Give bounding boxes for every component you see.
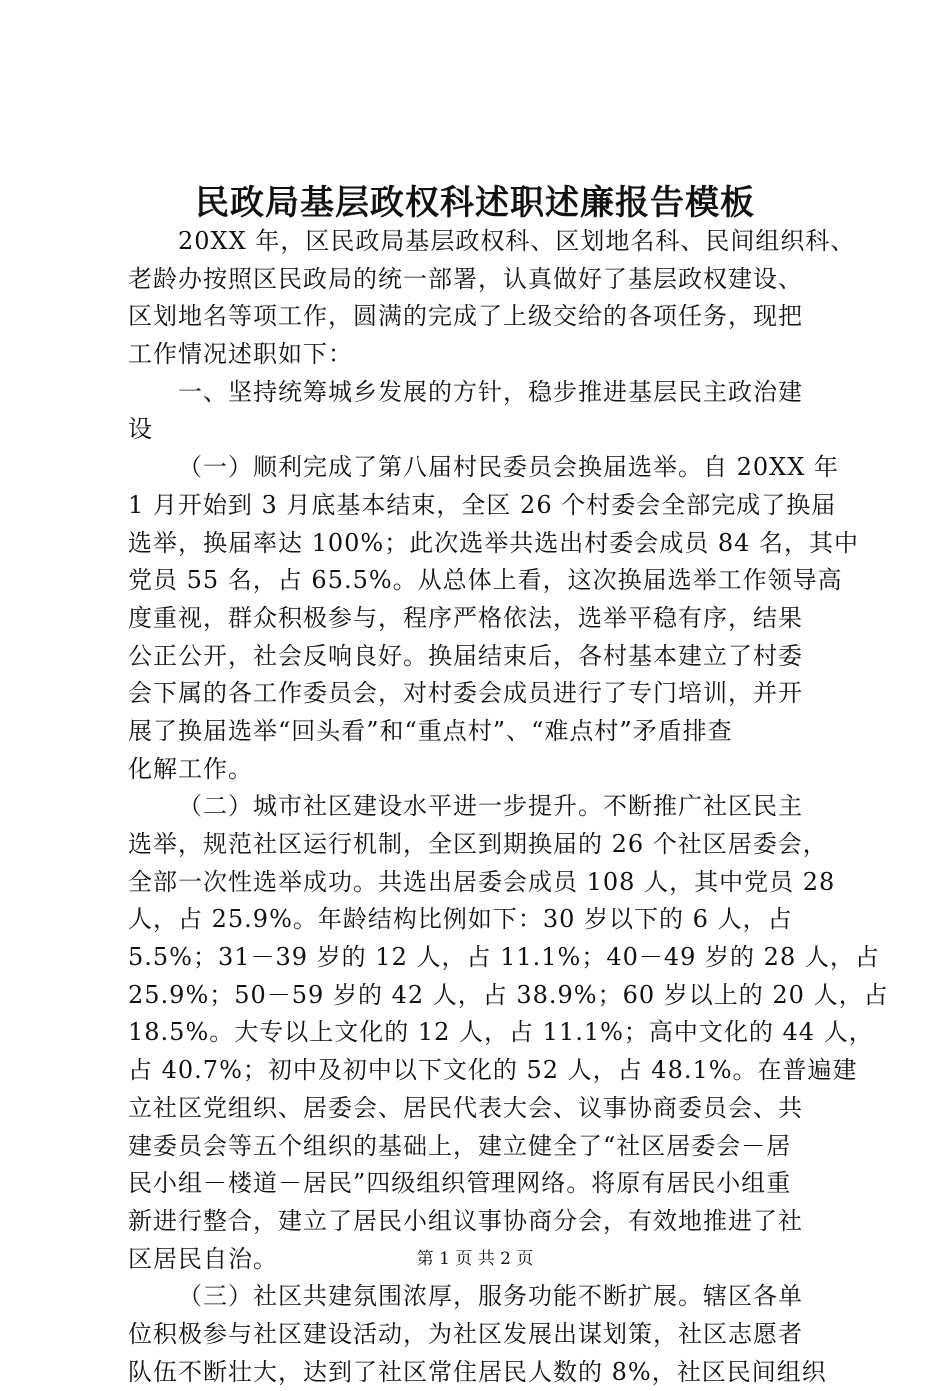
- page-footer: 第 1 页 共 2 页: [416, 1249, 534, 1269]
- text-line: 全部一次性选举成功。共选出居委会成员 108 人，其中党员 28: [128, 867, 836, 896]
- text-line: 度重视，群众积极参与，程序严格依法，选举平稳有序，结果: [128, 603, 803, 632]
- text-line: 公正公开，社会反响良好。换届结束后，各村基本建立了村委: [128, 641, 803, 670]
- text-line: （二）城市社区建设水平进一步提升。不断推广社区民主: [178, 792, 803, 821]
- text-line: 5.5%；31－39 岁的 12 人，占 11.1%；40－49 岁的 28 人，占: [128, 943, 880, 972]
- text-line: 区居民自治。: [128, 1244, 278, 1273]
- text-line: 18.5%。大专以上文化的 12 人，占 11.1%；高中文化的 44 人，: [128, 1018, 874, 1047]
- text-line: 展了换届选举“回头看”和“重点村”、“难点村”矛盾排查: [128, 716, 733, 745]
- text-line: 队伍不断壮大，达到了社区常住居民人数的 8%，社区民间组织: [128, 1357, 827, 1386]
- document-body: [128, 223, 889, 1391]
- text-line: 立社区党组织、居委会、居民代表大会、议事协商委员会、共: [128, 1093, 803, 1122]
- text-line: 老龄办按照区民政局的统一部署，认真做好了基层政权建设、: [128, 264, 803, 293]
- text-line: 新进行整合，建立了居民小组议事协商分会，有效地推进了社: [128, 1206, 803, 1235]
- text-line: （一）顺利完成了第八届村民委员会换届选举。自 20XX 年: [178, 453, 839, 482]
- text-line: 区划地名等项工作，圆满的完成了上级交给的各项任务，现把: [128, 302, 803, 331]
- text-line: 20XX 年，区民政局基层政权科、区划地名科、民间组织科、: [178, 227, 856, 255]
- text-line: 位积极参与社区建设活动，为社区发展出谋划策，社区志愿者: [128, 1319, 803, 1348]
- text-line: 25.9%；50－59 岁的 42 人，占 38.9%；60 岁以上的 20 人，占: [128, 980, 889, 1009]
- document-title: 民政局基层政权科述职述廉报告模板: [195, 183, 755, 223]
- text-line: 选举，换届率达 100%；此次选举共选出村委会成员 84 名，其中: [128, 528, 860, 557]
- text-line: 民小组－楼道－居民”四级组织管理网络。将原有居民小组重: [128, 1169, 792, 1198]
- text-line: 选举，规范社区运行机制，全区到期换届的 26 个社区居委会，: [128, 830, 828, 858]
- text-line: 设: [128, 415, 153, 444]
- text-line: 党员 55 名，占 65.5%。从总体上看，这次换届选举工作领导高: [128, 566, 843, 595]
- text-line: 一、坚持统筹城乡发展的方针，稳步推进基层民主政治建: [178, 377, 803, 406]
- text-line: 工作情况述职如下：: [128, 340, 353, 369]
- text-line: 占 40.7%；初中及初中以下文化的 52 人，占 48.1%。在普遍建: [128, 1056, 858, 1085]
- text-line: 会下属的各工作委员会，对村委会成员进行了专门培训，并开: [128, 679, 803, 708]
- text-line: 1 月开始到 3 月底基本结束，全区 26 个村委会全部完成了换届: [128, 490, 837, 519]
- text-line: 建委员会等五个组织的基础上，建立健全了“社区居委会－居: [128, 1131, 792, 1160]
- text-line: 化解工作。: [128, 754, 253, 783]
- text-line: （三）社区共建氛围浓厚，服务功能不断扩展。辖区各单: [178, 1282, 803, 1311]
- text-line: 人，占 25.9%。年龄结构比例如下：30 岁以下的 6 人，占: [128, 905, 793, 934]
